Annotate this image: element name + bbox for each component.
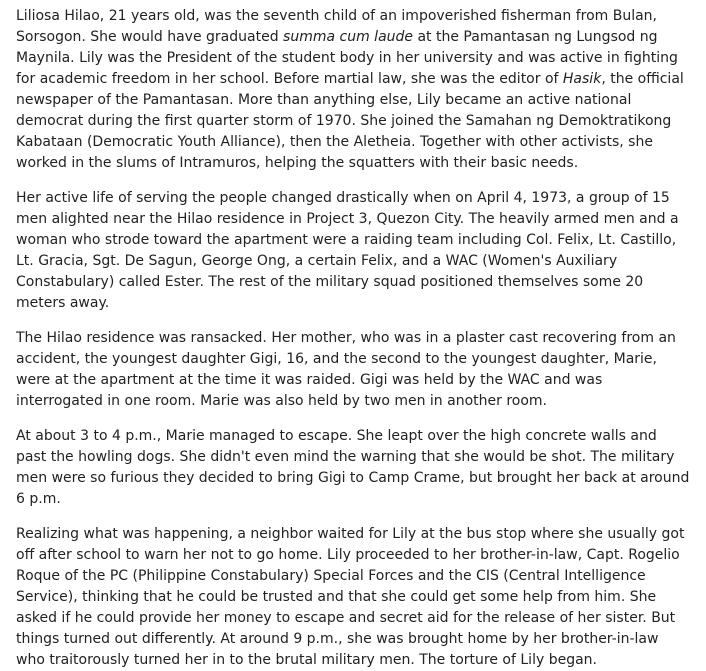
- paragraph-1: [16, 6, 690, 174]
- paragraph-5: Realizing what was happening, a neighbor waited for Lily at the bus stop where she usually got off after school to warn her not to go home. Lily proceeded to her brother-in-law, Capt. Rogelio Roque of the PC (Philippine Constabulary) Special Forces and the CIS (Central Intelligence Service), thinking that he could be trusted and that she could get some help from him. She asked if he could provide her money to escape and secret aid for the release of her sister. But things turned out differently. At around 9 p.m., she was brought home by her brother-in-law who traitorously turned her in to the brutal military men. The torture of Lily began.: [16, 526, 685, 668]
- paragraph-1-text-c: , the official newspaper of the Pamantasan. More than anything else, Lily became an active national democrat during the first quarter storm of 1970. She joined the Samahan ng Demoktratikong Kabataan (Democratic Youth Alliance), then the Aletheia. Together with other activists, she worked in the slums of Intramuros, helping the squatters with their basic needs.: [16, 71, 684, 171]
- paragraph-4: At about 3 to 4 p.m., Marie managed to escape. She leapt over the high concrete walls and past the howling dogs. She didn't even mind the warning that she would be shot. The military men were so furious they decided to bring Gigi to Camp Crame, but brought her back at around 6 p.m.: [16, 428, 690, 507]
- paragraph-1-emphasis-summa-cum-laude: summa cum laude: [283, 29, 414, 45]
- paragraph-2: Her active life of serving the people changed drastically when on April 4, 1973, a group of 15 men alighted near the Hilao residence in Project 3, Quezon City. The heavily armed men and a woman who strode toward the apartment were a raiding team including Col. Felix, Lt. Castillo, Lt. Gracia, Sgt. De Sagun, George Ong, a certain Felix, and a WAC (Women's Auxiliary Constabulary) called Ester. The rest of the military squad positioned themselves some 20 meters away.: [16, 190, 679, 311]
- paragraph-3: The Hilao residence was ransacked. Her mother, who was in a plaster cast recovering from an accident, the youngest daughter Gigi, 16, and the second to the youngest daughter, Marie, were at the apartment at the time it was raided. Gigi was held by the WAC and was interrogated in one room. Marie was also held by two men in another room.: [16, 330, 676, 409]
- paragraph-1-text-a: Liliosa Hilao, 21 years old, was the seventh child of an impoverished fisherman from Bulan, Sorsogon. She would have graduated: [16, 8, 658, 45]
- paragraph-1-text-b: at the Pamantasan ng Lungsod ng Maynila. Lily was the President of the student body in her university and was active in fighting for academic freedom in her school. Before martial law, she was the editor of: [16, 29, 678, 87]
- paragraph-1-emphasis-hasik: Hasik: [562, 71, 602, 87]
